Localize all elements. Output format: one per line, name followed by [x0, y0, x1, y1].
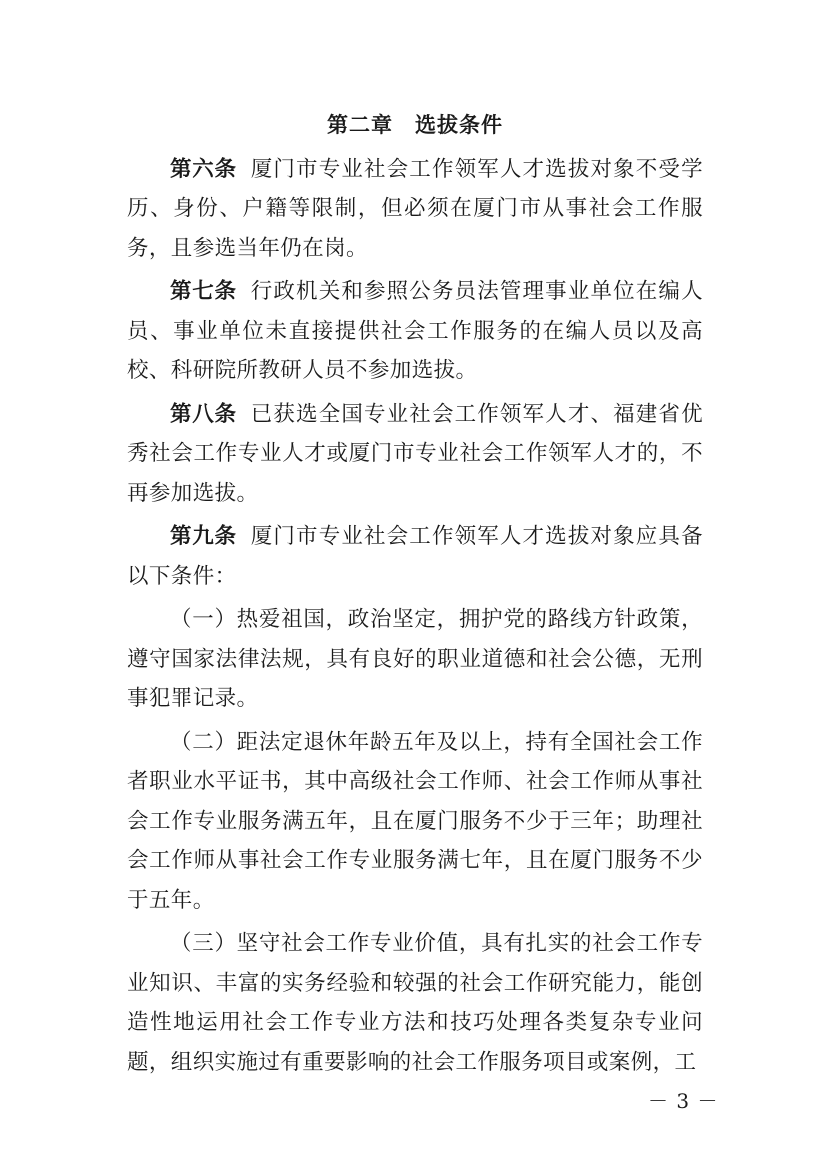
- article-text: 行政机关和参照公务员法管理事业单位在编人员、事业单位未直接提供社会工作服务的在编人员以及高校、科研院所教研人员不参加选拔。: [127, 279, 703, 383]
- chapter-title: 第二章 选拔条件: [327, 113, 503, 137]
- page-number: － 3 －: [648, 1089, 719, 1113]
- article-number: 第八条: [170, 401, 237, 427]
- article-6: [127, 150, 703, 269]
- condition-item-2: （二）距法定退休年龄五年及以上，持有全国社会工作者职业水平证书，其中高级社会工作师、社会工作师从事社会工作专业服务满五年，且在厦门服务不少于三年；助理社会工作师从事社会工作专业服务满七年，且在厦门服务不少于五年。: [127, 729, 703, 913]
- article-9: [127, 517, 703, 596]
- article-number: 第六条: [170, 156, 237, 182]
- article-text: 已获选全国专业社会工作领军人才、福建省优秀社会工作专业人才或厦门市专业社会工作领军人才的，不再参加选拔。: [127, 401, 703, 506]
- article-text: 厦门市专业社会工作领军人才选拔对象不受学历、身份、户籍等限制，但必须在厦门市从事社会工作服务，且参选当年仍在岗。: [127, 156, 703, 261]
- article-7: [127, 272, 703, 391]
- document-body: [127, 104, 703, 1082]
- condition-item-1: （一）热爱祖国，政治坚定，拥护党的路线方针政策，遵守国家法律法规，具有良好的职业道德和社会公德，无刑事犯罪记录。: [127, 607, 703, 711]
- article-text: 厦门市专业社会工作领军人才选拔对象应具备以下条件：: [127, 524, 703, 589]
- article-8: [127, 395, 703, 514]
- condition-item-3: （三）坚守社会工作专业价值，具有扎实的社会工作专业知识、丰富的实务经验和较强的社会工作研究能力，能创造性地运用社会工作专业方法和技巧处理各类复杂专业问题，组织实施过有重要影响的社会工作服务项目或案例，工: [127, 931, 703, 1075]
- article-number: 第九条: [170, 524, 237, 549]
- article-number: 第七条: [170, 279, 237, 304]
